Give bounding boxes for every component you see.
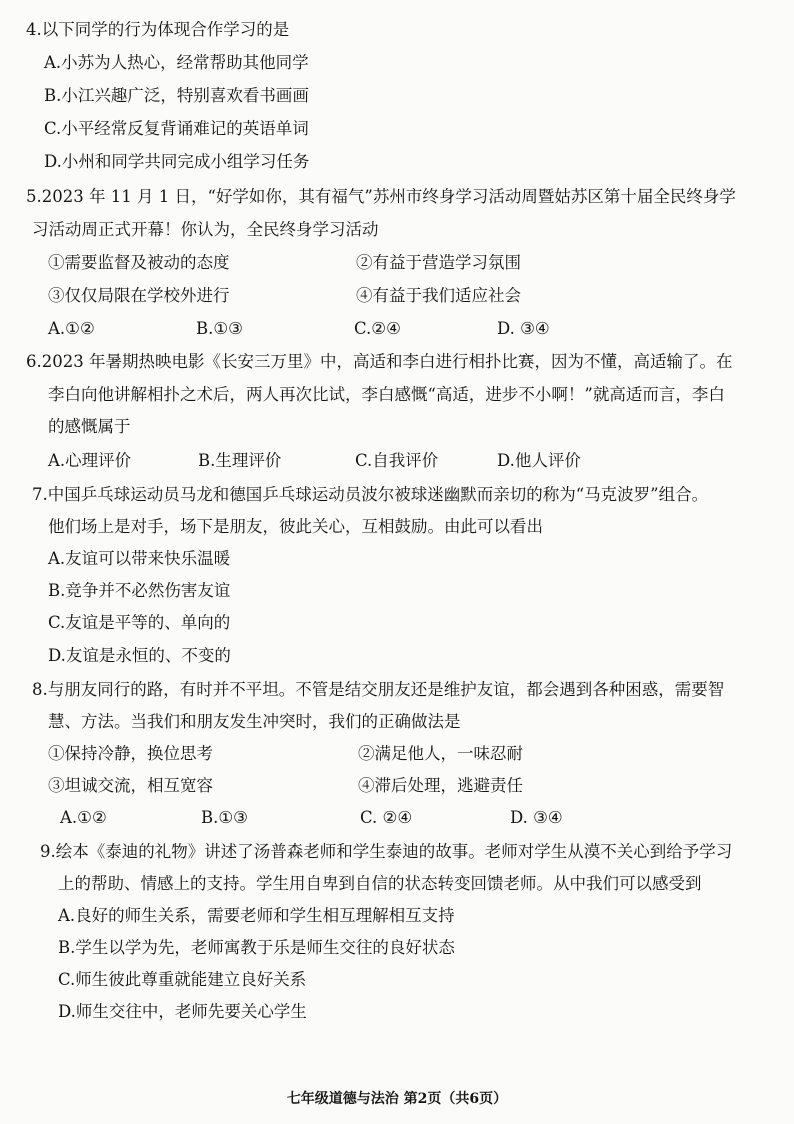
q8-option-b: B.①③ (201, 808, 248, 827)
q9-stem-line2: 上的帮助、情感上的支持。学生用自卑到自信的状态转变回馈老师。从中我们可以感受到 (58, 874, 702, 893)
q8-item-1: ①保持冷静，换位思考 (48, 744, 213, 763)
q8-item-3: ③坦诚交流，相互宽容 (48, 776, 213, 795)
q6-stem-line1: 6.2023 年暑期热映电影《长安三万里》中，高适和李白进行相扑比赛，因为不懂，高适输了。在 (26, 352, 733, 371)
q7-option-c: C.友谊是平等的、单向的 (48, 613, 231, 632)
q6-stem-line2: 李白向他讲解相扑之术后，两人再次比试，李白感慨“高适，进步不小啊！”就高适而言，李白 (48, 385, 725, 404)
q5-item-1: ①需要监督及被动的态度 (48, 253, 230, 272)
q5-item-2: ②有益于营造学习氛围 (356, 253, 521, 272)
q4-stem: 4.以下同学的行为体现合作学习的是 (26, 20, 290, 39)
page-footer: 七年级道德与法治 第2页（共6页） (286, 1091, 508, 1107)
q7-option-d: D.友谊是永恒的、不变的 (48, 646, 231, 665)
q4-option-d: D.小州和同学共同完成小组学习任务 (44, 152, 310, 171)
q6-option-b: B.生理评价 (198, 451, 282, 470)
q5-stem-line2: 习活动周正式开幕！你认为，全民终身学习活动 (32, 220, 379, 239)
q8-item-4: ④滞后处理，逃避责任 (358, 776, 523, 795)
q6-option-d: D.他人评价 (497, 451, 581, 470)
q5-item-3: ③仅仅局限在学校外进行 (48, 286, 230, 305)
q8-option-d: D. ③④ (510, 808, 563, 827)
q8-stem-line1: 8.与朋友同行的路，有时并不平坦。不管是结交朋友还是维护友谊，都会遇到各种困惑，需要智 (32, 680, 725, 699)
q6-option-c: C.自我评价 (355, 451, 439, 470)
q9-option-b: B.学生以学为先，老师寓教于乐是师生交往的良好状态 (58, 938, 455, 957)
q4-option-c: C.小平经常反复背诵难记的英语单词 (44, 119, 309, 138)
q5-item-4: ④有益于我们适应社会 (356, 286, 521, 305)
q5-stem-line1: 5.2023 年 11 月 1 日，“好学如你，其有福气”苏州市终身学习活动周暨姑苏区第十届全民终身学 (26, 187, 736, 206)
q7-stem-line1: 7.中国乒乓球运动员马龙和德国乒乓球运动员波尔被球迷幽默而亲切的称为“马克波罗”组合。 (32, 485, 709, 504)
q9-option-a: A.良好的师生关系，需要老师和学生相互理解相互支持 (58, 906, 455, 925)
q7-stem-line2: 他们场上是对手，场下是朋友，彼此关心，互相鼓励。由此可以看出 (48, 517, 543, 536)
q5-option-c: C.②④ (354, 319, 401, 338)
q8-stem-line2: 慧、方法。当我们和朋友发生冲突时，我们的正确做法是 (48, 712, 461, 731)
q5-option-a: A.①② (48, 319, 95, 338)
q8-option-c: C. ②④ (360, 808, 413, 827)
q6-stem-line3: 的感慨属于 (48, 417, 131, 436)
q9-option-c: C.师生彼此尊重就能建立良好关系 (58, 970, 307, 989)
q7-option-b: B.竞争并不必然伤害友谊 (48, 581, 231, 600)
q5-option-d: D. ③④ (497, 319, 550, 338)
q8-option-a: A.①② (60, 808, 107, 827)
q5-option-b: B.①③ (196, 319, 243, 338)
q4-option-b: B.小江兴趣广泛，特别喜欢看书画画 (44, 86, 309, 105)
q7-option-a: A.友谊可以带来快乐温暖 (48, 549, 231, 568)
q8-item-2: ②满足他人，一味忍耐 (358, 744, 523, 763)
q4-option-a: A.小苏为人热心，经常帮助其他同学 (44, 53, 309, 72)
q6-option-a: A.心理评价 (48, 451, 132, 470)
q9-stem-line1: 9.绘本《泰迪的礼物》讲述了汤普森老师和学生泰迪的故事。老师对学生从漠不关心到给予学习 (40, 842, 733, 861)
q9-option-d: D.师生交往中，老师先要关心学生 (58, 1002, 307, 1021)
